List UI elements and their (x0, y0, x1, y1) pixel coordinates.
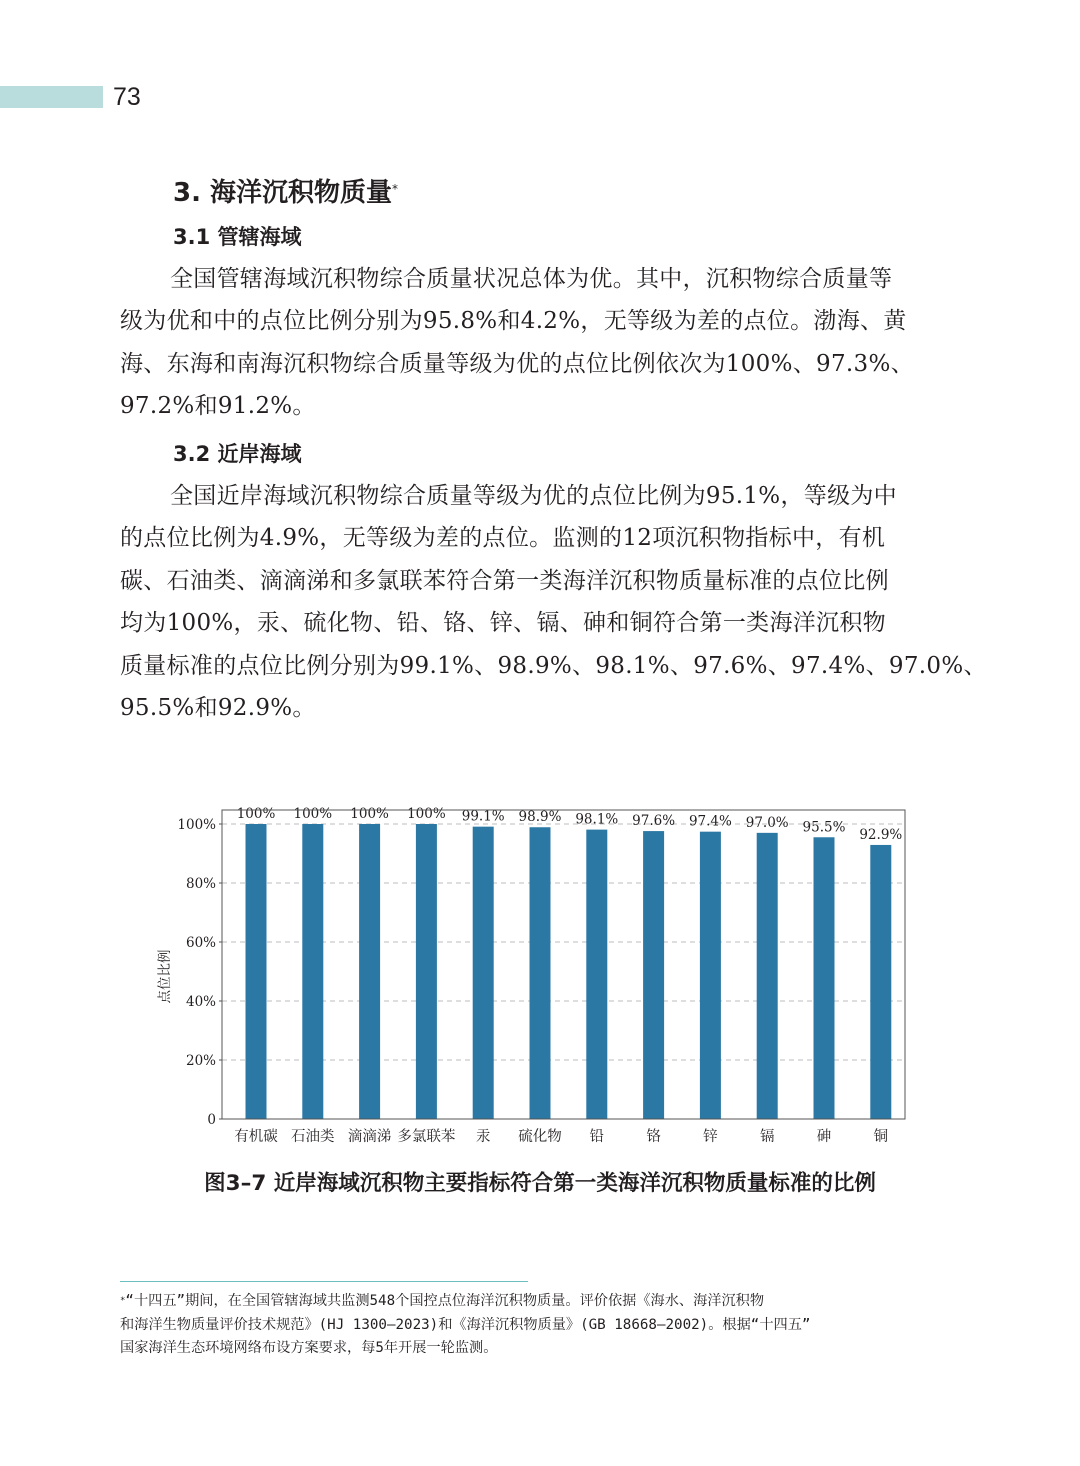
paragraph-jurisdictional-waters (120, 258, 968, 428)
data-label: 97.4% (688, 813, 732, 830)
paragraph-line: 碳、石油类、滴滴涕和多氯联苯符合第一类海洋沉积物质量标准的点位比例 (120, 567, 889, 594)
bar (473, 827, 494, 1119)
paragraph-line: 海、东海和南海沉积物综合质量等级为优的点位比例依次为100%、97.3%、 (120, 350, 914, 377)
footnote-line: 国家海洋生态环境网络布设方案要求，每5年开展一轮监测。 (120, 1340, 498, 1356)
paragraph-coastal-waters (120, 475, 987, 729)
x-tick-label: 多氯联苯 (397, 1129, 456, 1145)
data-label: 95.5% (802, 819, 846, 836)
y-tick-label: 100% (177, 817, 216, 833)
paragraph-line: 全国管辖海域沉积物综合质量状况总体为优。其中，沉积物综合质量等 (170, 266, 893, 292)
footnote-reference: * (392, 182, 399, 196)
data-label: 97.0% (745, 814, 789, 831)
x-tick-label: 砷 (816, 1129, 832, 1145)
x-tick-label: 铬 (646, 1129, 661, 1145)
subsection-heading-3-1: 3.1 管辖海域 (173, 225, 302, 249)
x-tick-label: 有机碳 (234, 1129, 278, 1145)
paragraph-line: 质量标准的点位比例分别为99.1%、98.9%、98.1%、97.6%、97.4%、97.0%、 (120, 652, 987, 679)
x-tick-label: 汞 (475, 1129, 491, 1145)
y-tick-label: 20% (185, 1053, 216, 1069)
bar (643, 831, 664, 1119)
footnote-divider (120, 1281, 528, 1282)
bar (586, 830, 607, 1119)
y-axis-title: 点位比例 (157, 949, 173, 1004)
x-tick-label: 镉 (759, 1129, 775, 1145)
data-label: 98.9% (518, 809, 562, 826)
bar (246, 824, 267, 1119)
paragraph-line: 均为100%，汞、硫化物、铅、铬、锌、镉、砷和铜符合第一类海洋沉积物 (120, 610, 886, 637)
bar (416, 824, 437, 1119)
paragraph-line: 的点位比例为4.9%，无等级为差的点位。监测的12项沉积物指标中，有机 (120, 525, 886, 552)
y-tick-label: 60% (185, 935, 216, 951)
data-label: 100% (407, 806, 446, 822)
data-label: 92.9% (859, 826, 903, 843)
bar (530, 827, 551, 1119)
bar (870, 845, 891, 1119)
bar (814, 837, 835, 1119)
data-label: 97.6% (632, 813, 676, 830)
bar (700, 832, 721, 1119)
section-title (173, 174, 398, 212)
page-number: 73 (113, 83, 141, 111)
data-label: 100% (236, 806, 276, 822)
x-tick-label: 锌 (703, 1129, 718, 1145)
paragraph-line: 级为优和中的点位比例分别为95.8%和4.2%，无等级为差的点位。渤海、黄 (120, 308, 907, 335)
x-tick-label: 铜 (873, 1129, 889, 1145)
x-tick-label: 滴滴涕 (347, 1129, 392, 1145)
data-label: 100% (350, 806, 389, 822)
footnote (120, 1290, 980, 1361)
bar (359, 824, 380, 1119)
bar-chart (140, 795, 930, 1155)
x-tick-label: 石油类 (291, 1129, 335, 1145)
footnote-line: 和海洋生物质量评价技术规范》(HJ 1300—2023)和《海洋沉积物质量》(GB 18668—2002)。根据“十四五” (120, 1316, 811, 1333)
bar (757, 833, 778, 1119)
y-tick-label: 80% (185, 876, 216, 892)
paragraph-line: 全国近岸海域沉积物综合质量等级为优的点位比例为95.1%，等级为中 (170, 483, 897, 509)
section-title-text: 3. 海洋沉积物质量 (173, 178, 393, 208)
footnote-line (120, 1290, 980, 1314)
y-tick-label: 40% (185, 994, 216, 1010)
data-label: 100% (293, 806, 333, 822)
figure-caption: 图3–7 近岸海域沉积物主要指标符合第一类海洋沉积物质量标准的比例 (204, 1171, 876, 1196)
paragraph-line: 97.2%和91.2%。 (120, 393, 316, 420)
plot-frame (222, 810, 905, 1119)
y-tick-label: 0 (207, 1112, 216, 1128)
x-tick-label: 铅 (589, 1129, 605, 1145)
data-label: 99.1% (461, 808, 505, 825)
data-label: 98.1% (575, 811, 619, 828)
page-header-band (0, 86, 103, 108)
subsection-heading-3-2: 3.2 近岸海域 (173, 442, 302, 466)
paragraph-line: 95.5%和92.9%。 (120, 695, 316, 722)
footnote-text: “十四五”期间，在全国管辖海域共监测548个国控点位海洋沉积物质量。评价依据《海水、海洋沉积物 (125, 1293, 765, 1309)
footnote-mark: * (120, 1296, 126, 1306)
x-tick-label: 硫化物 (518, 1129, 562, 1145)
bar (302, 824, 323, 1119)
